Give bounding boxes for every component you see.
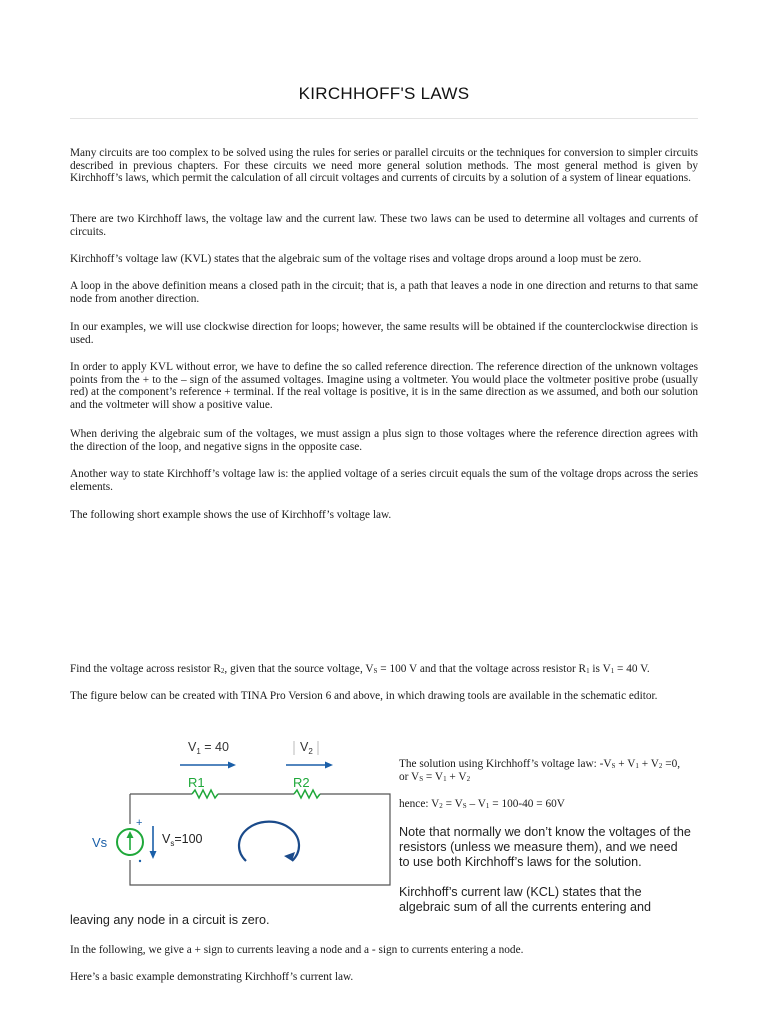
voltage-source bbox=[117, 829, 143, 855]
kvl-solution-line1: The solution using Kirchhoff’s voltage law: -VS + V1 + V2 =0, bbox=[399, 758, 681, 770]
v1-arrowhead bbox=[228, 762, 236, 769]
kcl-definition-line1: Kirchhoff’s current law (KCL) states that the algebraic sum of all the currents entering and bbox=[399, 885, 652, 914]
r2-resistor bbox=[294, 790, 320, 798]
clockwise-paragraph: In our examples, we will use clockwise direction for loops; however, the same results will be obtained if the counterclockwise direction is used. bbox=[70, 321, 698, 346]
two-laws-paragraph: There are two Kirchhoff laws, the voltage law and the current law. These two laws can be used to determine all voltages and currents of circuits. bbox=[70, 213, 698, 238]
kvl-definition-paragraph: Kirchhoff’s voltage law (KVL) states that the algebraic sum of the voltage rises and voltage drops around a loop must be zero. bbox=[70, 253, 642, 265]
kcl-definition-line2: leaving any node in a circuit is zero. bbox=[70, 913, 270, 927]
loop-definition-paragraph: A loop in the above definition means a closed path in the circuit; that is, a path that leaves a node in one direction and returns to that same node from another direction. bbox=[70, 280, 698, 305]
measurement-note: Note that normally we don’t know the voltages of the resistors (unless we measure them), and we need to use both Kirchhoff’s laws for the solution. bbox=[399, 825, 691, 869]
v2-label bbox=[294, 740, 318, 756]
title-divider bbox=[70, 118, 698, 119]
series-statement-paragraph: Another way to state Kirchhoff’s voltage law is: the applied voltage of a series circuit equals the sum of the voltage drops across the series elements. bbox=[70, 468, 698, 493]
svg-text:V2: $V_2$ bbox=[300, 740, 313, 756]
vs-arrowhead bbox=[150, 851, 157, 859]
kcl-example-intro: Here’s a basic example demonstrating Kirchhoff’s current law. bbox=[70, 971, 354, 983]
r2-label: R2 bbox=[293, 775, 310, 790]
sign-convention-paragraph: When deriving the algebraic sum of the voltages, we must assign a plus sign to those voltages where the reference direction agrees with the direction of the loop, and negative signs in the opposite case. bbox=[70, 428, 698, 453]
vs-label: $V_s=100$ bbox=[162, 832, 203, 848]
source-plus-sign: + bbox=[136, 817, 143, 829]
reference-direction-paragraph: In order to apply KVL without error, we have to define the so called reference direction. The reference direction of the unknown voltages points from the + to the – sign of the assumed voltages. Imagine using a voltmeter. You would place the voltmeter positive probe (usually red) at the component’s reference + terminal. If the real voltage is positive, it is in the same direction as we assumed, and both our solution and the voltmeter will show a positive value. bbox=[70, 361, 698, 411]
problem-statement: Find the voltage across resistor R2, given that the source voltage, VS = 100 V and that the voltage across resistor R1 is V1 = 40 V. bbox=[70, 663, 650, 675]
svg-text:V1 = 40: $V_1 = 40$ bbox=[188, 740, 229, 756]
source-label: Vs bbox=[92, 835, 108, 850]
example-intro-paragraph: The following short example shows the use of Kirchhoff’s voltage law. bbox=[70, 509, 392, 521]
page-title: KIRCHHOFF'S LAWS bbox=[298, 84, 470, 103]
source-minus-dot bbox=[139, 860, 141, 862]
intro-paragraph: Many circuits are too complex to be solved using the rules for series or parallel circuits or the techniques for conversion to simpler circuits described in previous chapters. For these circuits we need more general solution methods. The most general method is given by Kirchhoff’s laws, which permit the calculation of all circuit voltages and currents of circuits by a solution of a system of linear equations. bbox=[70, 147, 698, 185]
r1-resistor bbox=[192, 790, 218, 798]
v1-label bbox=[188, 740, 229, 756]
kvl-solution-result: hence: V2 = VS – V1 = 100-40 = 60V bbox=[399, 798, 565, 810]
kvl-solution-line2: or VS = V1 + V2 bbox=[399, 771, 471, 783]
r1-label: R1 bbox=[188, 775, 205, 790]
current-sign-rule: In the following, we give a + sign to currents leaving a node and a - sign to currents entering a node. bbox=[70, 944, 524, 956]
figure-note: The figure below can be created with TINA Pro Version 6 and above, in which drawing tools are available in the schematic editor. bbox=[70, 690, 658, 702]
v2-arrowhead bbox=[325, 762, 333, 769]
kvl-circuit-diagram bbox=[70, 725, 400, 895]
